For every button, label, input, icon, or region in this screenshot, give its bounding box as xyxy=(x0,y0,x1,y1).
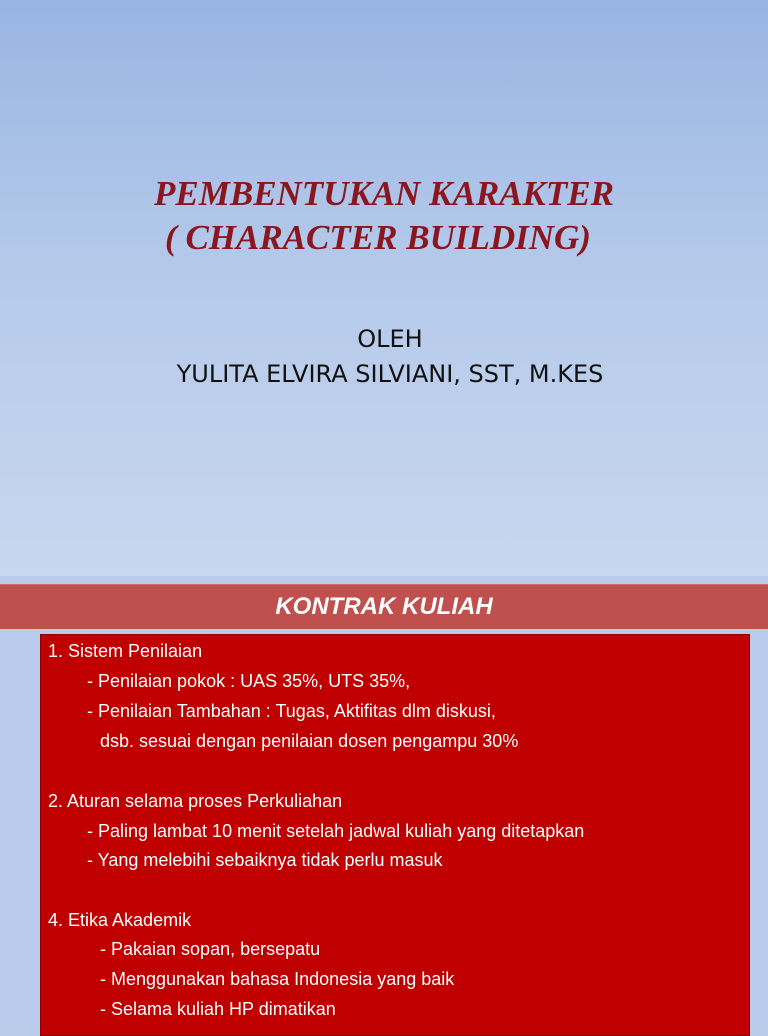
list-item-detail: - Pakaian sopan, bersepatu xyxy=(100,939,321,959)
list-item-detail: dsb. sesuai dengan penilaian dosen pengampu 30% xyxy=(100,731,519,751)
list-item-detail: - Penilaian pokok : UAS 35%, UTS 35%, xyxy=(87,671,411,691)
list-item-heading: 2. Aturan selama proses Perkuliahan xyxy=(48,791,343,811)
contract-slide xyxy=(0,576,768,1024)
content-box xyxy=(40,634,750,1036)
author-name: YULITA ELVIRA SILVIANI, SST, M.KES xyxy=(176,360,604,388)
list-item-heading: 4. Etika Akademik xyxy=(48,910,192,930)
list-item-detail: - Selama kuliah HP dimatikan xyxy=(100,999,336,1019)
title-line-2: ( CHARACTER BUILDING) xyxy=(165,218,591,257)
list-item-detail: - Paling lambat 10 menit setelah jadwal kuliah yang ditetapkan xyxy=(87,821,585,841)
author-block xyxy=(0,322,768,392)
list-item-heading: 1. Sistem Penilaian xyxy=(48,641,203,661)
header-banner xyxy=(0,584,768,629)
title-line-1: PEMBENTUKAN KARAKTER xyxy=(154,174,614,213)
slide-title xyxy=(0,172,768,260)
by-label: OLEH xyxy=(357,325,423,353)
banner-title: KONTRAK KULIAH xyxy=(275,593,493,620)
list-item-detail: - Yang melebihi sebaiknya tidak perlu masuk xyxy=(87,850,443,870)
list-item-detail: - Menggunakan bahasa Indonesia yang baik xyxy=(100,969,455,989)
list-item-detail: - Penilaian Tambahan : Tugas, Aktifitas dlm diskusi, xyxy=(87,701,496,721)
